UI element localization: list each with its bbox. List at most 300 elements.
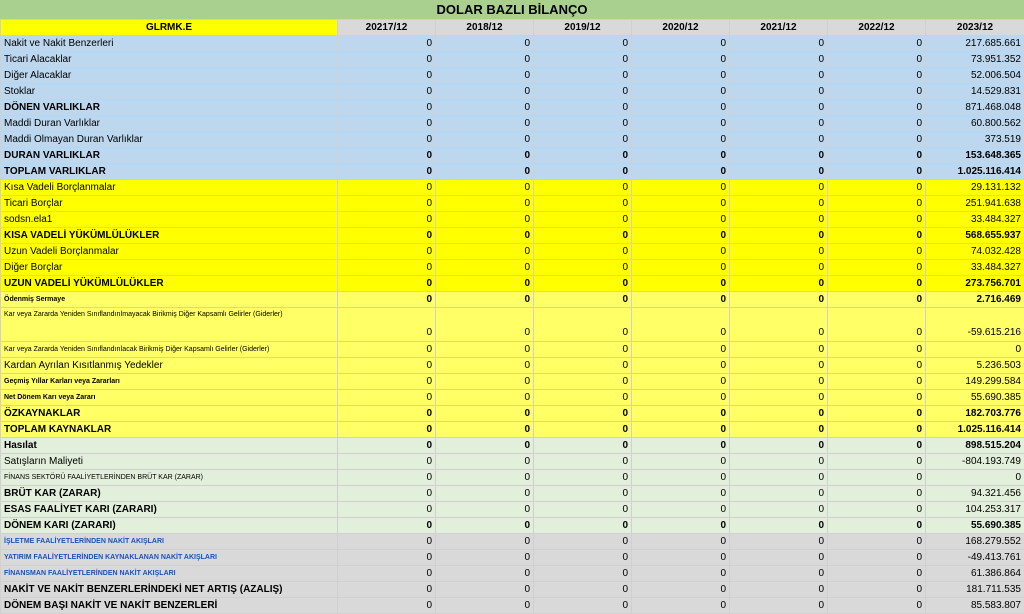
value-cell[interactable]: 0	[338, 406, 436, 422]
value-cell[interactable]: 0	[436, 550, 534, 566]
value-cell[interactable]: 0	[338, 374, 436, 390]
table-row	[1, 308, 1024, 342]
value-cell[interactable]: 0	[730, 308, 828, 342]
row-label[interactable]: Net Dönem Karı veya Zararı	[1, 390, 338, 406]
column-header[interactable]: 2022/12	[828, 20, 926, 36]
row-label[interactable]: TOPLAM KAYNAKLAR	[1, 422, 338, 438]
row-label[interactable]: TOPLAM VARLIKLAR	[1, 164, 338, 180]
value-cell[interactable]: 0	[828, 342, 926, 358]
value-cell[interactable]: 0	[730, 566, 828, 582]
value-cell[interactable]: 0	[534, 36, 632, 52]
value-cell[interactable]: 0	[338, 454, 436, 470]
value-cell[interactable]: 0	[338, 52, 436, 68]
value-cell[interactable]: 0	[534, 292, 632, 308]
value-cell[interactable]: 0	[730, 518, 828, 534]
value-cell[interactable]: 55.690.385	[926, 390, 1024, 406]
value-cell[interactable]: 0	[436, 164, 534, 180]
value-cell[interactable]: 0	[436, 132, 534, 148]
value-cell[interactable]: 568.655.937	[926, 228, 1024, 244]
value-cell[interactable]: 0	[730, 212, 828, 228]
value-cell[interactable]: 0	[534, 84, 632, 100]
value-cell[interactable]: 0	[338, 36, 436, 52]
value-cell[interactable]: 0	[828, 180, 926, 196]
value-cell[interactable]: 0	[338, 342, 436, 358]
table-row	[1, 582, 1024, 598]
value-cell[interactable]: 0	[436, 518, 534, 534]
value-cell[interactable]: 0	[632, 422, 730, 438]
value-cell[interactable]: 0	[534, 228, 632, 244]
value-cell[interactable]: 0	[338, 598, 436, 614]
value-cell[interactable]: 0	[436, 534, 534, 550]
value-cell[interactable]: 0	[632, 502, 730, 518]
value-cell[interactable]: 0	[436, 244, 534, 260]
value-cell[interactable]: 217.685.661	[926, 36, 1024, 52]
table-row	[1, 212, 1024, 228]
value-cell[interactable]: 33.484.327	[926, 260, 1024, 276]
value-cell[interactable]: 0	[632, 550, 730, 566]
value-cell[interactable]: 0	[534, 180, 632, 196]
value-cell[interactable]: 0	[828, 292, 926, 308]
value-cell[interactable]: 0	[730, 390, 828, 406]
value-cell[interactable]: 33.484.327	[926, 212, 1024, 228]
value-cell[interactable]: 182.703.776	[926, 406, 1024, 422]
value-cell[interactable]: 0	[534, 164, 632, 180]
value-cell[interactable]: 0	[338, 228, 436, 244]
column-header[interactable]: 2021/12	[730, 20, 828, 36]
value-cell[interactable]: 0	[534, 518, 632, 534]
row-label[interactable]: Kar veya Zararda Yeniden Sınıflandırılmayacak Birikmiş Diğer Kapsamlı Gelirler (Giderler)	[1, 308, 338, 342]
value-cell[interactable]: 0	[828, 52, 926, 68]
value-cell[interactable]: 0	[632, 68, 730, 84]
value-cell[interactable]: 0	[828, 390, 926, 406]
value-cell[interactable]: 0	[730, 276, 828, 292]
value-cell[interactable]: 0	[730, 582, 828, 598]
value-cell[interactable]: 149.299.584	[926, 374, 1024, 390]
value-cell[interactable]: 0	[534, 132, 632, 148]
row-label[interactable]: Hasılat	[1, 438, 338, 454]
value-cell[interactable]: 0	[828, 438, 926, 454]
value-cell[interactable]: 0	[828, 228, 926, 244]
value-cell[interactable]: 0	[730, 260, 828, 276]
value-cell[interactable]: 0	[730, 100, 828, 116]
row-label[interactable]: Diğer Alacaklar	[1, 68, 338, 84]
row-label[interactable]: Stoklar	[1, 84, 338, 100]
value-cell[interactable]: 0	[534, 470, 632, 486]
value-cell[interactable]: 0	[534, 438, 632, 454]
value-cell[interactable]: 0	[730, 196, 828, 212]
value-cell[interactable]: 0	[632, 292, 730, 308]
value-cell[interactable]: 0	[534, 308, 632, 342]
value-cell[interactable]: 0	[534, 116, 632, 132]
value-cell[interactable]: 0	[436, 196, 534, 212]
value-cell[interactable]: 0	[632, 244, 730, 260]
row-label[interactable]: Maddi Olmayan Duran Varlıklar	[1, 132, 338, 148]
value-cell[interactable]: 0	[828, 534, 926, 550]
value-cell[interactable]: 0	[534, 582, 632, 598]
value-cell[interactable]: 0	[730, 342, 828, 358]
row-label[interactable]: Ödenmiş Sermaye	[1, 292, 338, 308]
value-cell[interactable]: 373.519	[926, 132, 1024, 148]
value-cell[interactable]: 0	[730, 358, 828, 374]
value-cell[interactable]: 0	[338, 100, 436, 116]
row-label[interactable]: NAKİT VE NAKİT BENZERLERİNDEKİ NET ARTIŞ (AZALIŞ)	[1, 582, 338, 598]
value-cell[interactable]: 0	[730, 292, 828, 308]
value-cell[interactable]: 0	[730, 228, 828, 244]
value-cell[interactable]: 0	[436, 422, 534, 438]
value-cell[interactable]: 0	[534, 566, 632, 582]
value-cell[interactable]: -59.615.216	[926, 308, 1024, 342]
value-cell[interactable]: 0	[730, 486, 828, 502]
value-cell[interactable]: 0	[534, 454, 632, 470]
value-cell[interactable]: 0	[534, 422, 632, 438]
row-label[interactable]: sodsn.ela1	[1, 212, 338, 228]
value-cell[interactable]: 0	[730, 502, 828, 518]
value-cell[interactable]: 1.025.116.414	[926, 422, 1024, 438]
value-cell[interactable]: 0	[730, 598, 828, 614]
row-label[interactable]: DURAN VARLIKLAR	[1, 148, 338, 164]
value-cell[interactable]: 0	[534, 244, 632, 260]
value-cell[interactable]: 0	[338, 438, 436, 454]
value-cell[interactable]: 0	[730, 180, 828, 196]
value-cell[interactable]: 0	[338, 518, 436, 534]
value-cell[interactable]: 74.032.428	[926, 244, 1024, 260]
value-cell[interactable]: 0	[338, 180, 436, 196]
value-cell[interactable]: 0	[338, 292, 436, 308]
value-cell[interactable]: 0	[534, 100, 632, 116]
value-cell[interactable]: 0	[632, 212, 730, 228]
value-cell[interactable]: 0	[632, 470, 730, 486]
value-cell[interactable]: 0	[436, 292, 534, 308]
value-cell[interactable]: 251.941.638	[926, 196, 1024, 212]
value-cell[interactable]: 0	[632, 486, 730, 502]
value-cell[interactable]: 0	[632, 116, 730, 132]
value-cell[interactable]: 0	[632, 566, 730, 582]
value-cell[interactable]: 0	[338, 84, 436, 100]
value-cell[interactable]: 0	[338, 164, 436, 180]
value-cell[interactable]: -804.193.749	[926, 454, 1024, 470]
value-cell[interactable]: 0	[632, 598, 730, 614]
row-label[interactable]: Nakit ve Nakit Benzerleri	[1, 36, 338, 52]
value-cell[interactable]: 273.756.701	[926, 276, 1024, 292]
value-cell[interactable]: 0	[632, 358, 730, 374]
value-cell[interactable]: 73.951.352	[926, 52, 1024, 68]
row-label[interactable]: Uzun Vadeli Borçlanmalar	[1, 244, 338, 260]
value-cell[interactable]: 0	[436, 406, 534, 422]
row-label[interactable]: Satışların Maliyeti	[1, 454, 338, 470]
row-label[interactable]: FİNANSMAN FAALİYETLERİNDEN NAKİT AKIŞLARI	[1, 566, 338, 582]
value-cell[interactable]: 0	[534, 358, 632, 374]
column-header[interactable]: 2023/12	[926, 20, 1024, 36]
row-label[interactable]: Maddi Duran Varlıklar	[1, 116, 338, 132]
value-cell[interactable]: 0	[436, 374, 534, 390]
row-label[interactable]: UZUN VADELİ YÜKÜMLÜLÜKLER	[1, 276, 338, 292]
value-cell[interactable]: 0	[730, 164, 828, 180]
value-cell[interactable]: 0	[436, 486, 534, 502]
value-cell[interactable]: 0	[436, 358, 534, 374]
value-cell[interactable]: 0	[828, 84, 926, 100]
row-label[interactable]: ESAS FAALİYET KARI (ZARARI)	[1, 502, 338, 518]
value-cell[interactable]: 0	[730, 68, 828, 84]
value-cell[interactable]: 0	[730, 132, 828, 148]
value-cell[interactable]: 0	[338, 196, 436, 212]
value-cell[interactable]: 0	[338, 470, 436, 486]
value-cell[interactable]: 0	[436, 212, 534, 228]
value-cell[interactable]: 1.025.116.414	[926, 164, 1024, 180]
value-cell[interactable]: 0	[828, 100, 926, 116]
row-label[interactable]: DÖNEN VARLIKLAR	[1, 100, 338, 116]
value-cell[interactable]: 0	[338, 582, 436, 598]
value-cell[interactable]: 0	[632, 454, 730, 470]
value-cell[interactable]: 0	[534, 276, 632, 292]
table-row	[1, 52, 1024, 68]
value-cell[interactable]: 5.236.503	[926, 358, 1024, 374]
value-cell[interactable]: 0	[436, 470, 534, 486]
value-cell[interactable]: 0	[632, 196, 730, 212]
row-label[interactable]: Kardan Ayrılan Kısıtlanmış Yedekler	[1, 358, 338, 374]
value-cell[interactable]: 0	[828, 598, 926, 614]
value-cell[interactable]: 0	[632, 52, 730, 68]
value-cell[interactable]: 898.515.204	[926, 438, 1024, 454]
value-cell[interactable]: 0	[828, 116, 926, 132]
table-row	[1, 454, 1024, 470]
value-cell[interactable]: 0	[730, 116, 828, 132]
value-cell[interactable]: -49.413.761	[926, 550, 1024, 566]
value-cell[interactable]: 0	[828, 212, 926, 228]
value-cell[interactable]: 104.253.317	[926, 502, 1024, 518]
value-cell[interactable]: 0	[338, 276, 436, 292]
value-cell[interactable]: 0	[828, 68, 926, 84]
value-cell[interactable]: 0	[436, 116, 534, 132]
value-cell[interactable]: 0	[632, 406, 730, 422]
row-label[interactable]: DÖNEM KARI (ZARARI)	[1, 518, 338, 534]
table-row	[1, 358, 1024, 374]
value-cell[interactable]: 0	[926, 342, 1024, 358]
value-cell[interactable]: 60.800.562	[926, 116, 1024, 132]
value-cell[interactable]: 0	[828, 406, 926, 422]
value-cell[interactable]: 0	[338, 132, 436, 148]
value-cell[interactable]: 0	[828, 276, 926, 292]
value-cell[interactable]: 0	[828, 308, 926, 342]
value-cell[interactable]: 0	[632, 164, 730, 180]
value-cell[interactable]: 0	[730, 550, 828, 566]
value-cell[interactable]: 0	[436, 148, 534, 164]
table-row	[1, 390, 1024, 406]
value-cell[interactable]: 0	[534, 52, 632, 68]
value-cell[interactable]: 0	[436, 390, 534, 406]
value-cell[interactable]: 0	[730, 84, 828, 100]
value-cell[interactable]: 0	[436, 582, 534, 598]
value-cell[interactable]: 0	[534, 550, 632, 566]
value-cell[interactable]: 0	[338, 566, 436, 582]
value-cell[interactable]: 0	[436, 598, 534, 614]
column-header[interactable]: 2020/12	[632, 20, 730, 36]
value-cell[interactable]: 55.690.385	[926, 518, 1024, 534]
table-row	[1, 550, 1024, 566]
value-cell[interactable]: 0	[534, 486, 632, 502]
value-cell[interactable]: 0	[436, 438, 534, 454]
value-cell[interactable]: 0	[632, 84, 730, 100]
value-cell[interactable]: 61.386.864	[926, 566, 1024, 582]
value-cell[interactable]: 0	[828, 470, 926, 486]
value-cell[interactable]: 0	[730, 438, 828, 454]
value-cell[interactable]: 0	[436, 566, 534, 582]
value-cell[interactable]: 0	[632, 276, 730, 292]
value-cell[interactable]: 0	[828, 244, 926, 260]
row-label[interactable]: İŞLETME FAALİYETLERİNDEN NAKİT AKIŞLARI	[1, 534, 338, 550]
value-cell[interactable]: 0	[338, 116, 436, 132]
value-cell[interactable]: 0	[534, 406, 632, 422]
value-cell[interactable]: 0	[534, 212, 632, 228]
value-cell[interactable]: 0	[436, 308, 534, 342]
value-cell[interactable]: 0	[534, 148, 632, 164]
value-cell[interactable]: 0	[730, 36, 828, 52]
value-cell[interactable]: 0	[730, 534, 828, 550]
value-cell[interactable]: 0	[436, 260, 534, 276]
column-header[interactable]: 2019/12	[534, 20, 632, 36]
value-cell[interactable]: 52.006.504	[926, 68, 1024, 84]
value-cell[interactable]: 0	[828, 550, 926, 566]
value-cell[interactable]: 0	[632, 390, 730, 406]
value-cell[interactable]: 0	[730, 52, 828, 68]
row-label[interactable]: DÖNEM BAŞI NAKİT VE NAKİT BENZERLERİ	[1, 598, 338, 614]
value-cell[interactable]: 0	[436, 180, 534, 196]
value-cell[interactable]: 94.321.456	[926, 486, 1024, 502]
row-label[interactable]: BRÜT KAR (ZARAR)	[1, 486, 338, 502]
value-cell[interactable]: 0	[828, 486, 926, 502]
row-label[interactable]: ÖZKAYNAKLAR	[1, 406, 338, 422]
value-cell[interactable]: 168.279.552	[926, 534, 1024, 550]
value-cell[interactable]: 0	[828, 196, 926, 212]
value-cell[interactable]: 0	[632, 374, 730, 390]
value-cell[interactable]: 0	[828, 454, 926, 470]
value-cell[interactable]: 0	[436, 100, 534, 116]
row-label[interactable]: YATIRIM FAALİYETLERİNDEN KAYNAKLANAN NAKİT AKIŞLARI	[1, 550, 338, 566]
value-cell[interactable]: 0	[436, 84, 534, 100]
value-cell[interactable]: 0	[534, 196, 632, 212]
value-cell[interactable]: 0	[338, 244, 436, 260]
value-cell[interactable]: 14.529.831	[926, 84, 1024, 100]
value-cell[interactable]: 0	[926, 470, 1024, 486]
value-cell[interactable]: 0	[828, 260, 926, 276]
value-cell[interactable]: 0	[338, 148, 436, 164]
value-cell[interactable]: 0	[632, 36, 730, 52]
row-label[interactable]: KISA VADELİ YÜKÜMLÜLÜKLER	[1, 228, 338, 244]
value-cell[interactable]: 0	[534, 68, 632, 84]
value-cell[interactable]: 0	[632, 148, 730, 164]
row-label[interactable]: Ticari Borçlar	[1, 196, 338, 212]
value-cell[interactable]: 0	[632, 308, 730, 342]
value-cell[interactable]: 0	[534, 374, 632, 390]
value-cell[interactable]: 0	[632, 582, 730, 598]
column-header[interactable]: 20217/12	[338, 20, 436, 36]
value-cell[interactable]: 0	[730, 244, 828, 260]
value-cell[interactable]: 0	[632, 438, 730, 454]
value-cell[interactable]: 0	[632, 518, 730, 534]
value-cell[interactable]: 0	[828, 502, 926, 518]
value-cell[interactable]: 0	[534, 390, 632, 406]
value-cell[interactable]: 0	[730, 454, 828, 470]
value-cell[interactable]: 0	[730, 148, 828, 164]
value-cell[interactable]: 0	[828, 566, 926, 582]
value-cell[interactable]: 0	[436, 36, 534, 52]
value-cell[interactable]: 0	[338, 308, 436, 342]
table-row	[1, 438, 1024, 454]
value-cell[interactable]: 0	[632, 342, 730, 358]
value-cell[interactable]: 0	[436, 276, 534, 292]
value-cell[interactable]: 0	[338, 358, 436, 374]
value-cell[interactable]: 181.711.535	[926, 582, 1024, 598]
value-cell[interactable]: 0	[828, 518, 926, 534]
value-cell[interactable]: 0	[828, 582, 926, 598]
value-cell[interactable]: 0	[828, 148, 926, 164]
value-cell[interactable]: 0	[534, 534, 632, 550]
value-cell[interactable]: 0	[338, 68, 436, 84]
value-cell[interactable]: 0	[338, 422, 436, 438]
row-label[interactable]: Kar veya Zararda Yeniden Sınıflandırılacak Birikmiş Diğer Kapsamlı Gelirler (Giderler)	[1, 342, 338, 358]
value-cell[interactable]: 0	[632, 534, 730, 550]
value-cell[interactable]: 0	[338, 534, 436, 550]
value-cell[interactable]: 0	[828, 132, 926, 148]
value-cell[interactable]: 0	[730, 422, 828, 438]
value-cell[interactable]: 0	[534, 598, 632, 614]
value-cell[interactable]: 0	[632, 260, 730, 276]
ticker-cell[interactable]: GLRMK.E	[1, 20, 338, 36]
value-cell[interactable]: 0	[436, 52, 534, 68]
table-row	[1, 502, 1024, 518]
value-cell[interactable]: 0	[828, 422, 926, 438]
value-cell[interactable]: 153.648.365	[926, 148, 1024, 164]
value-cell[interactable]: 0	[632, 132, 730, 148]
table-row	[1, 84, 1024, 100]
column-header[interactable]: 2018/12	[436, 20, 534, 36]
value-cell[interactable]: 0	[730, 374, 828, 390]
value-cell[interactable]: 0	[436, 502, 534, 518]
row-label[interactable]: Ticari Alacaklar	[1, 52, 338, 68]
value-cell[interactable]: 0	[436, 228, 534, 244]
value-cell[interactable]: 0	[632, 180, 730, 196]
table-row	[1, 244, 1024, 260]
row-label[interactable]: Geçmiş Yıllar Karları veya Zararları	[1, 374, 338, 390]
value-cell[interactable]: 0	[828, 164, 926, 180]
value-cell[interactable]: 0	[534, 342, 632, 358]
value-cell[interactable]: 0	[534, 502, 632, 518]
row-label[interactable]: FİNANS SEKTÖRÜ FAALİYETLERİNDEN BRÜT KAR (ZARAR)	[1, 470, 338, 486]
value-cell[interactable]: 0	[436, 342, 534, 358]
value-cell[interactable]: 0	[338, 550, 436, 566]
value-cell[interactable]: 0	[338, 212, 436, 228]
value-cell[interactable]: 85.583.807	[926, 598, 1024, 614]
row-label[interactable]: Diğer Borçlar	[1, 260, 338, 276]
value-cell[interactable]: 29.131.132	[926, 180, 1024, 196]
value-cell[interactable]: 0	[338, 502, 436, 518]
value-cell[interactable]: 0	[436, 68, 534, 84]
value-cell[interactable]: 0	[828, 36, 926, 52]
value-cell[interactable]: 2.716.469	[926, 292, 1024, 308]
value-cell[interactable]: 0	[338, 486, 436, 502]
value-cell[interactable]: 0	[338, 260, 436, 276]
value-cell[interactable]: 0	[338, 390, 436, 406]
value-cell[interactable]: 0	[828, 358, 926, 374]
value-cell[interactable]: 0	[730, 470, 828, 486]
value-cell[interactable]: 0	[632, 100, 730, 116]
value-cell[interactable]: 0	[632, 228, 730, 244]
value-cell[interactable]: 0	[436, 454, 534, 470]
value-cell[interactable]: 0	[828, 374, 926, 390]
value-cell[interactable]: 871.468.048	[926, 100, 1024, 116]
value-cell[interactable]: 0	[534, 260, 632, 276]
value-cell[interactable]: 0	[730, 406, 828, 422]
row-label[interactable]: Kısa Vadeli Borçlanmalar	[1, 180, 338, 196]
